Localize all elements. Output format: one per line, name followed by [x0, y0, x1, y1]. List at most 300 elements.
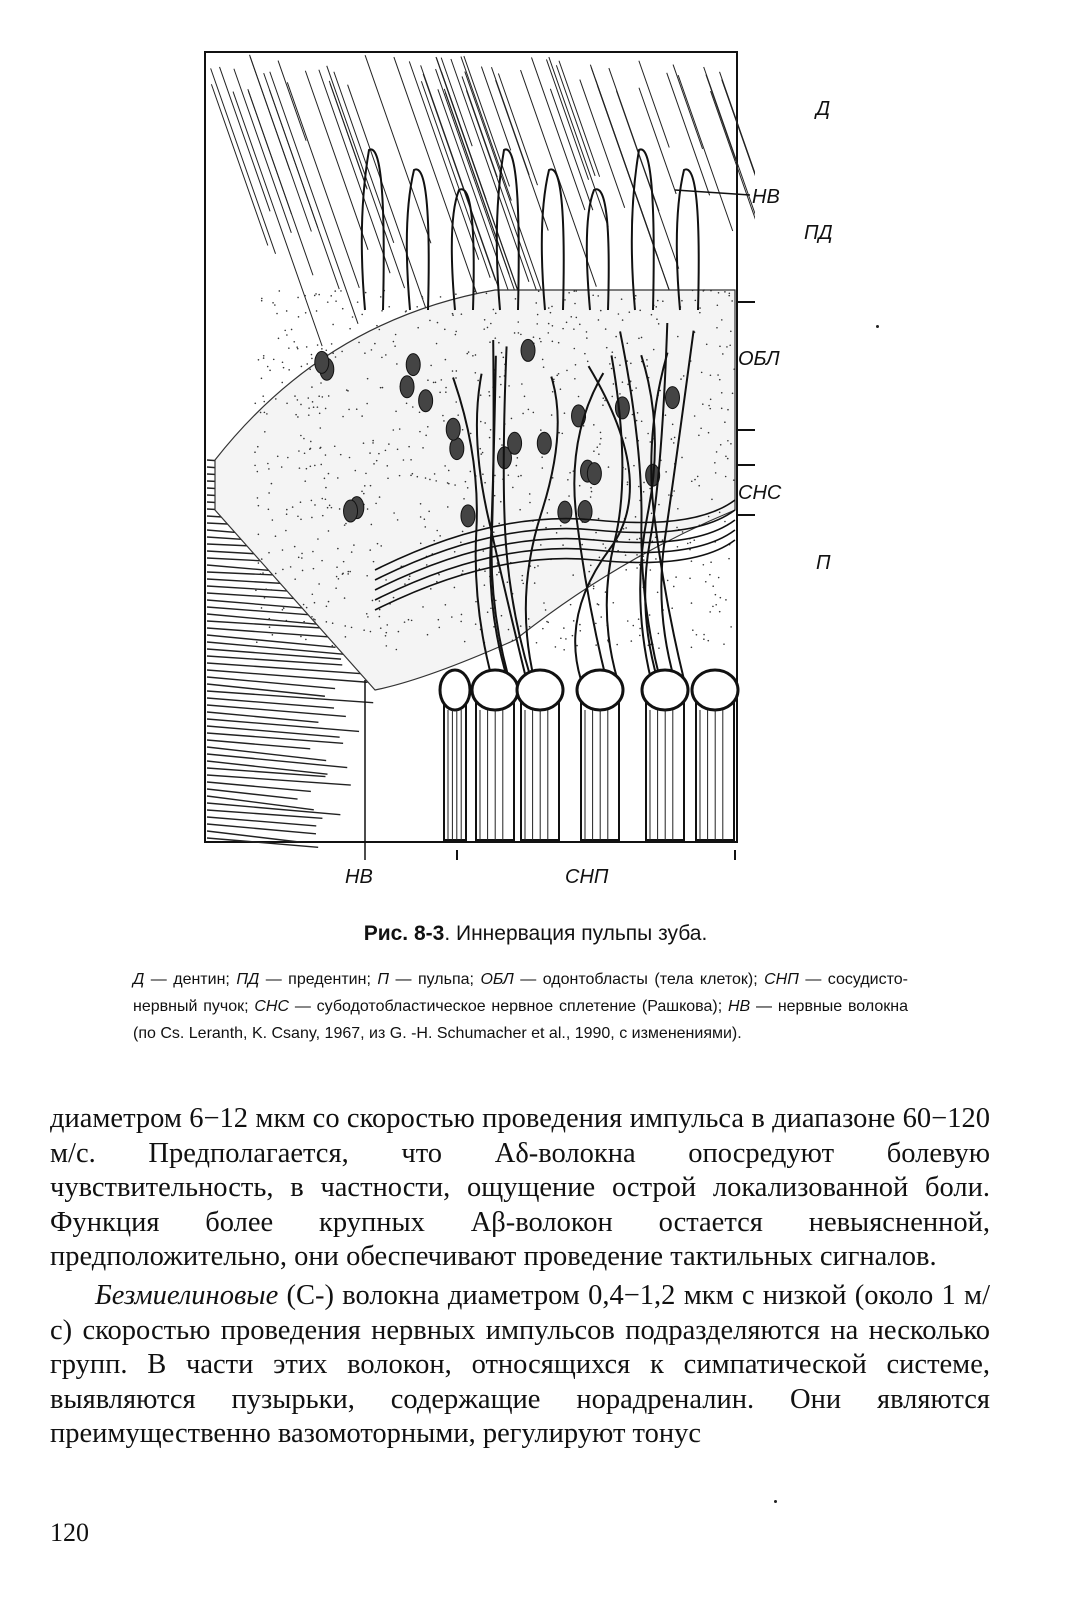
label-odontoblasts: ОБЛ: [738, 348, 780, 370]
stipple-dot: [503, 357, 505, 359]
stipple-dot: [311, 386, 313, 388]
stipple-dot: [716, 327, 718, 329]
stipple-dot: [576, 645, 578, 647]
stipple-dot: [370, 485, 372, 487]
stipple-dot: [270, 589, 272, 591]
stipple-dot: [730, 626, 732, 628]
stipple-dot: [597, 295, 599, 297]
stipple-dot: [313, 406, 315, 408]
stipple-dot: [361, 314, 363, 316]
stipple-dot: [282, 549, 284, 551]
stipple-dot: [313, 618, 315, 620]
stipple-dot: [331, 507, 333, 509]
stipple-dot: [627, 484, 629, 486]
stipple-dot: [311, 500, 313, 502]
stipple-dot: [372, 442, 374, 444]
stipple-dot: [352, 316, 354, 318]
stipple-dot: [692, 290, 694, 292]
stipple-dot: [345, 523, 347, 525]
stipple-dot: [337, 548, 339, 550]
stipple-dot: [636, 538, 638, 540]
stipple-dot: [294, 395, 296, 397]
stipple-dot: [710, 561, 712, 563]
stipple-dot: [573, 620, 575, 622]
stipple-dot: [287, 457, 289, 459]
stipple-dot: [718, 292, 720, 294]
stipple-dot: [587, 361, 589, 363]
stipple-dot: [658, 504, 660, 506]
label-nerve-fiber-right: НВ: [752, 186, 780, 208]
stipple-dot: [552, 325, 554, 327]
stipple-dot: [380, 296, 382, 298]
stipple-dot: [590, 496, 592, 498]
stipple-dot: [411, 620, 413, 622]
stipple-dot: [649, 488, 651, 490]
stipple-dot: [438, 619, 440, 621]
stipple-dot: [297, 348, 299, 350]
stipple-dot: [371, 349, 373, 351]
stipple-dot: [381, 357, 383, 359]
stipple-dot: [264, 597, 266, 599]
stipple-dot: [339, 508, 341, 510]
stipple-dot: [274, 304, 276, 306]
stipple-dot: [258, 562, 260, 564]
stipple-dot: [258, 359, 260, 361]
stipple-dot: [550, 312, 552, 314]
stipple-dot: [714, 462, 716, 464]
stipple-dot: [536, 323, 538, 325]
stipple-dot: [430, 365, 432, 367]
stipple-dot: [614, 357, 616, 359]
stipple-dot: [464, 641, 466, 643]
stipple-dot: [600, 432, 602, 434]
stipple-dot: [690, 542, 692, 544]
stipple-dot: [528, 409, 530, 411]
stipple-dot: [591, 491, 593, 493]
stipple-dot: [317, 344, 319, 346]
stipple-dot: [378, 453, 380, 455]
stipple-dot: [671, 607, 673, 609]
print-speck: [876, 325, 879, 328]
cell-nucleus: [406, 354, 420, 376]
stipple-dot: [443, 420, 445, 422]
stipple-dot: [456, 370, 458, 372]
stipple-dot: [361, 415, 363, 417]
stipple-dot: [558, 432, 560, 434]
stipple-dot: [708, 516, 710, 518]
legend-text: — пульпа;: [388, 971, 481, 988]
stipple-dot: [560, 637, 562, 639]
stipple-dot: [724, 291, 726, 293]
stipple-dot: [334, 290, 336, 292]
stipple-dot: [524, 396, 526, 398]
legend-text: — субодотобластическое нервное сплетение (Рашкова);: [289, 998, 728, 1015]
stipple-dot: [397, 448, 399, 450]
stipple-dot: [311, 354, 313, 356]
stipple-dot: [548, 323, 550, 325]
stipple-dot: [556, 532, 558, 534]
stipple-dot: [412, 406, 414, 408]
stipple-dot: [380, 627, 382, 629]
stipple-dot: [291, 329, 293, 331]
stipple-dot: [636, 420, 638, 422]
stipple-dot: [457, 414, 459, 416]
stipple-dot: [311, 517, 313, 519]
stipple-dot: [470, 471, 472, 473]
stipple-dot: [710, 290, 712, 292]
stipple-dot: [385, 632, 387, 634]
stipple-dot: [424, 526, 426, 528]
stipple-dot: [733, 368, 735, 370]
stipple-dot: [627, 620, 629, 622]
stipple-dot: [385, 450, 387, 452]
stipple-dot: [566, 322, 568, 324]
stipple-dot: [349, 328, 351, 330]
stipple-dot: [295, 414, 297, 416]
stipple-dot: [522, 583, 524, 585]
stipple-dot: [365, 292, 367, 294]
vessel-cross-section: [440, 670, 470, 710]
stipple-dot: [282, 569, 284, 571]
stipple-dot: [621, 298, 623, 300]
stipple-dot: [483, 328, 485, 330]
stipple-dot: [702, 403, 704, 405]
stipple-dot: [651, 513, 653, 515]
stipple-dot: [508, 385, 510, 387]
stipple-dot: [717, 304, 719, 306]
stipple-dot: [262, 572, 264, 574]
vessel-cross-section: [517, 670, 563, 710]
stipple-dot: [433, 540, 435, 542]
stipple-dot: [703, 634, 705, 636]
stipple-dot: [483, 550, 485, 552]
stipple-dot: [262, 395, 264, 397]
stipple-dot: [625, 468, 627, 470]
figure-caption: [0, 922, 1071, 946]
stipple-dot: [567, 479, 569, 481]
stipple-dot: [375, 503, 377, 505]
stipple-dot: [465, 481, 467, 483]
stipple-dot: [371, 524, 373, 526]
stipple-dot: [494, 337, 496, 339]
stipple-dot: [436, 343, 438, 345]
stipple-dot: [558, 342, 560, 344]
stipple-dot: [303, 604, 305, 606]
stipple-dot: [653, 349, 655, 351]
paragraph-2-text: (С-) волокна диаметром 0,4−1,2 мкм с низкой (около 1 м/с) скоростью проведения нервных импульсов подразделяются на несколько групп. В части этих волокон, относящихся к симпатической системе, выявляются пузырьки, содержащие норадреналин. Они являются преимущественно вазомоторными, регулируют тонус: [50, 1279, 990, 1450]
stipple-dot: [313, 568, 315, 570]
stipple-dot: [365, 473, 367, 475]
stipple-dot: [625, 569, 627, 571]
stipple-dot: [619, 393, 621, 395]
stipple-dot: [286, 402, 288, 404]
stipple-dot: [706, 344, 708, 346]
stipple-dot: [265, 588, 267, 590]
stipple-dot: [649, 441, 651, 443]
stipple-dot: [538, 290, 540, 292]
stipple-dot: [627, 481, 629, 483]
stipple-dot: [635, 387, 637, 389]
stipple-dot: [349, 571, 351, 573]
stipple-dot: [372, 440, 374, 442]
stipple-dot: [590, 487, 592, 489]
stipple-dot: [282, 361, 284, 363]
stipple-dot: [256, 641, 258, 643]
stipple-dot: [545, 527, 547, 529]
stipple-dot: [605, 328, 607, 330]
stipple-dot: [366, 613, 368, 615]
stipple-dot: [703, 638, 705, 640]
stipple-dot: [480, 453, 482, 455]
stipple-dot: [697, 476, 699, 478]
stipple-dot: [348, 409, 350, 411]
stipple-dot: [641, 337, 643, 339]
stipple-dot: [283, 367, 285, 369]
stipple-dot: [336, 566, 338, 568]
stipple-dot: [691, 602, 693, 604]
stipple-dot: [455, 377, 457, 379]
stipple-dot: [647, 433, 649, 435]
vessel-cross-section: [642, 670, 688, 710]
stipple-dot: [263, 357, 265, 359]
stipple-dot: [301, 557, 303, 559]
stipple-dot: [542, 467, 544, 469]
stipple-dot: [327, 301, 329, 303]
stipple-dot: [703, 564, 705, 566]
stipple-dot: [715, 472, 717, 474]
stipple-dot: [380, 387, 382, 389]
stipple-dot: [438, 627, 440, 629]
stipple-dot: [329, 505, 331, 507]
stipple-dot: [258, 534, 260, 536]
stipple-dot: [568, 495, 570, 497]
stipple-dot: [494, 475, 496, 477]
stipple-dot: [639, 538, 641, 540]
stipple-dot: [639, 635, 641, 637]
stipple-dot: [725, 599, 727, 601]
vessel-cross-section: [577, 670, 623, 710]
stipple-dot: [629, 311, 631, 313]
stipple-dot: [636, 567, 638, 569]
stipple-dot: [586, 331, 588, 333]
stipple-dot: [611, 368, 613, 370]
stipple-dot: [419, 431, 421, 433]
stipple-dot: [428, 511, 430, 513]
stipple-dot: [385, 354, 387, 356]
stipple-dot: [260, 573, 262, 575]
stipple-dot: [574, 303, 576, 305]
stipple-dot: [568, 292, 570, 294]
stipple-dot: [268, 508, 270, 510]
stipple-dot: [317, 406, 319, 408]
stipple-dot: [656, 318, 658, 320]
stipple-dot: [498, 342, 500, 344]
stipple-dot: [514, 332, 516, 334]
stipple-dot: [700, 427, 702, 429]
stipple-dot: [710, 398, 712, 400]
stipple-dot: [677, 546, 679, 548]
stipple-dot: [298, 450, 300, 452]
stipple-dot: [499, 396, 501, 398]
stipple-dot: [404, 583, 406, 585]
stipple-dot: [602, 543, 604, 545]
stipple-dot: [341, 351, 343, 353]
stipple-dot: [695, 300, 697, 302]
stipple-dot: [599, 557, 601, 559]
stipple-dot: [308, 407, 310, 409]
stipple-dot: [298, 316, 300, 318]
stipple-dot: [517, 457, 519, 459]
stipple-dot: [342, 308, 344, 310]
stipple-dot: [495, 312, 497, 314]
stipple-dot: [501, 444, 503, 446]
stipple-dot: [319, 427, 321, 429]
stipple-dot: [655, 306, 657, 308]
stipple-dot: [665, 414, 667, 416]
stipple-dot: [719, 512, 721, 514]
stipple-dot: [386, 645, 388, 647]
stipple-dot: [586, 337, 588, 339]
page-number: 120: [50, 1518, 89, 1547]
stipple-dot: [543, 602, 545, 604]
stipple-dot: [573, 328, 575, 330]
stipple-dot: [325, 454, 327, 456]
stipple-dot: [733, 479, 735, 481]
stipple-dot: [631, 640, 633, 642]
stipple-dot: [724, 521, 726, 523]
stipple-dot: [482, 452, 484, 454]
stipple-dot: [677, 508, 679, 510]
stipple-dot: [625, 527, 627, 529]
stipple-dot: [563, 649, 565, 651]
stipple-dot: [320, 464, 322, 466]
stipple-dot: [338, 578, 340, 580]
stipple-dot: [463, 498, 465, 500]
paragraph-2: [50, 1279, 990, 1452]
stipple-dot: [593, 588, 595, 590]
cell-nucleus: [450, 438, 464, 460]
stipple-dot: [325, 349, 327, 351]
stipple-dot: [520, 334, 522, 336]
stipple-dot: [288, 369, 290, 371]
stipple-dot: [374, 343, 376, 345]
stipple-dot: [540, 429, 542, 431]
stipple-dot: [328, 530, 330, 532]
stipple-dot: [548, 499, 550, 501]
stipple-dot: [326, 605, 328, 607]
stipple-dot: [379, 496, 381, 498]
stipple-dot: [363, 493, 365, 495]
stipple-dot: [388, 306, 390, 308]
stipple-dot: [548, 307, 550, 309]
stipple-dot: [529, 493, 531, 495]
stipple-dot: [687, 543, 689, 545]
stipple-dot: [570, 604, 572, 606]
stipple-dot: [293, 341, 295, 343]
stipple-dot: [367, 508, 369, 510]
stipple-dot: [730, 330, 732, 332]
stipple-dot: [268, 492, 270, 494]
stipple-dot: [480, 421, 482, 423]
stipple-dot: [521, 579, 523, 581]
legend-text: — нервные волокна (по Cs. Leranth, K. Csany, 1967, из G. -H. Schumacher et al., 1990, с изменениями).: [133, 998, 908, 1042]
stipple-dot: [595, 532, 597, 534]
stipple-dot: [600, 310, 602, 312]
stipple-dot: [547, 332, 549, 334]
stipple-dot: [331, 645, 333, 647]
stipple-dot: [721, 408, 723, 410]
stipple-dot: [304, 295, 306, 297]
stipple-dot: [710, 374, 712, 376]
stipple-dot: [416, 306, 418, 308]
vessel-cross-section: [472, 670, 518, 710]
stipple-dot: [484, 422, 486, 424]
stipple-dot: [479, 448, 481, 450]
label-predentin: ПД: [804, 222, 833, 244]
stipple-dot: [675, 576, 677, 578]
stipple-dot: [579, 630, 581, 632]
stipple-dot: [499, 438, 501, 440]
stipple-dot: [427, 426, 429, 428]
legend-text: — дентин;: [144, 971, 237, 988]
stipple-dot: [346, 389, 348, 391]
stipple-dot: [328, 395, 330, 397]
stipple-dot: [361, 491, 363, 493]
stipple-dot: [584, 353, 586, 355]
stipple-dot: [496, 574, 498, 576]
stipple-dot: [304, 452, 306, 454]
stipple-dot: [499, 376, 501, 378]
stipple-dot: [306, 607, 308, 609]
stipple-dot: [501, 352, 503, 354]
stipple-dot: [427, 379, 429, 381]
stipple-dot: [519, 509, 521, 511]
stipple-dot: [564, 299, 566, 301]
stipple-dot: [318, 395, 320, 397]
stipple-dot: [468, 351, 470, 353]
stipple-dot: [278, 338, 280, 340]
stipple-dot: [534, 567, 536, 569]
stipple-dot: [282, 606, 284, 608]
stipple-dot: [680, 378, 682, 380]
stipple-dot: [445, 604, 447, 606]
stipple-dot: [682, 531, 684, 533]
label-nerve-fiber-bottom: НВ: [345, 866, 373, 888]
stipple-dot: [540, 341, 542, 343]
label-pulp: П: [816, 552, 831, 574]
stipple-dot: [500, 384, 502, 386]
stipple-dot: [314, 621, 316, 623]
stipple-dot: [357, 301, 359, 303]
stipple-dot: [409, 575, 411, 577]
stipple-dot: [286, 513, 288, 515]
stipple-dot: [709, 408, 711, 410]
stipple-dot: [562, 328, 564, 330]
stipple-dot: [299, 467, 301, 469]
stipple-dot: [263, 355, 265, 357]
stipple-dot: [651, 314, 653, 316]
stipple-dot: [674, 437, 676, 439]
stipple-dot: [351, 627, 353, 629]
stipple-dot: [658, 323, 660, 325]
stipple-dot: [439, 392, 441, 394]
stipple-dot: [717, 374, 719, 376]
stipple-dot: [334, 445, 336, 447]
stipple-dot: [298, 557, 300, 559]
stipple-dot: [408, 579, 410, 581]
stipple-dot: [441, 379, 443, 381]
stipple-dot: [673, 442, 675, 444]
